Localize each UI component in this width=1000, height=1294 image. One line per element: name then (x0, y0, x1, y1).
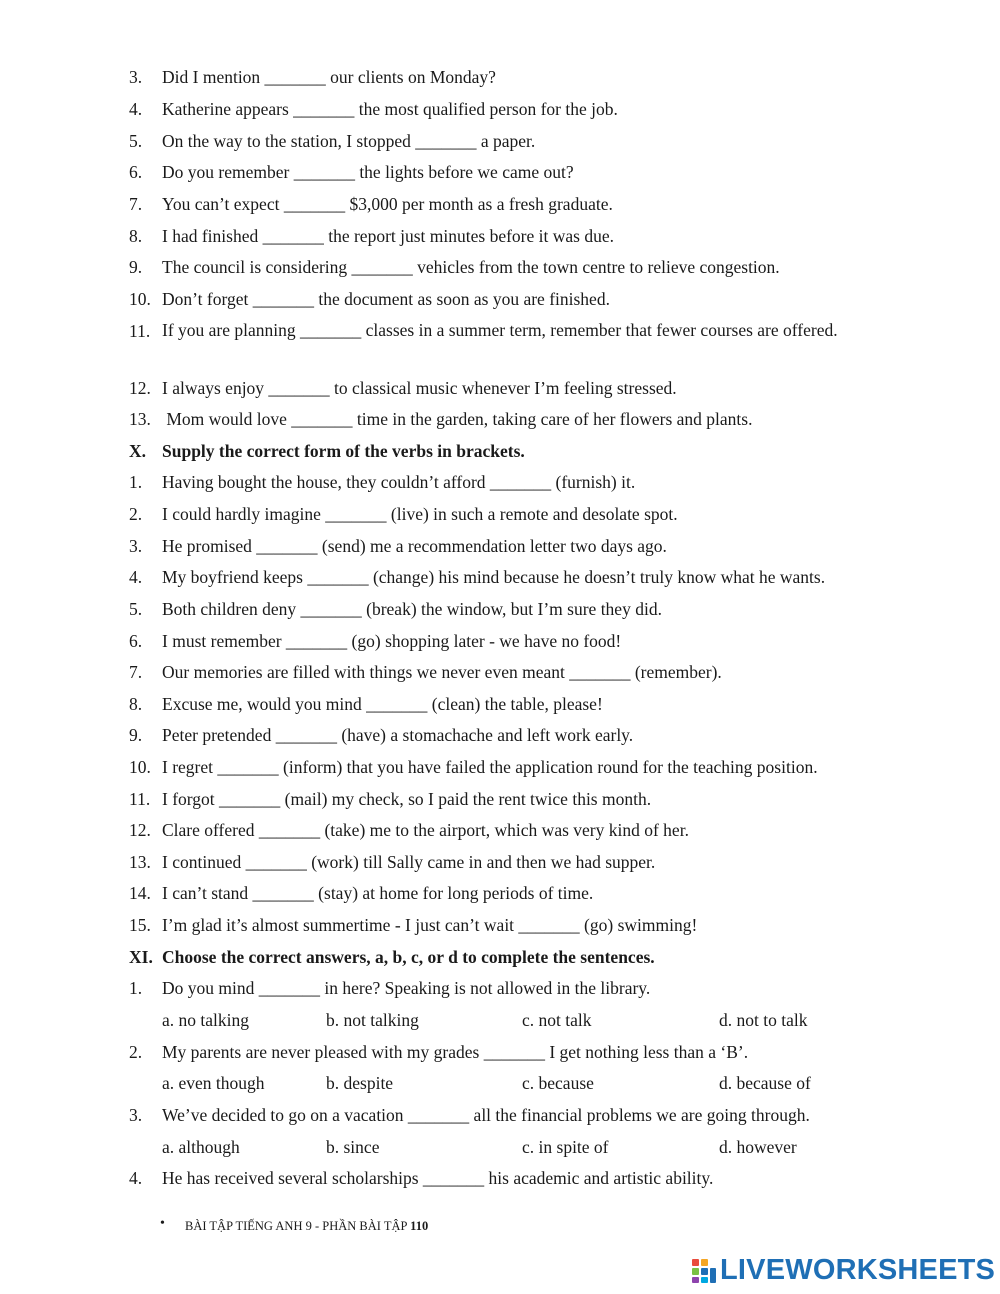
section-title: Choose the correct answers, a, b, c, or d to complete the sentences. (162, 947, 655, 967)
option-a: a. no talking (162, 1010, 249, 1030)
item-number: 3. (129, 67, 143, 87)
section-title: Supply the correct form of the verbs in brackets. (162, 441, 525, 461)
item-number: 8. (129, 694, 143, 714)
item-text: Excuse me, would you mind _______ (clean) the table, please! (162, 694, 603, 714)
section-number: XI. (129, 947, 153, 967)
item-text: Mom would love _______ time in the garden, taking care of her flowers and plants. (162, 409, 753, 429)
item-number: 2. (129, 1042, 143, 1062)
item-text: I regret _______ (inform) that you have failed the application round for the teaching position. (162, 757, 818, 777)
item-text: If you are planning _______ classes in a summer term, remember that fewer courses are offered. (162, 320, 838, 340)
liveworksheets-logo[interactable] (692, 1253, 996, 1287)
item-number: 9. (129, 725, 143, 745)
bullet-icon: • (160, 1216, 165, 1231)
option-b: b. since (326, 1137, 380, 1157)
option-a: a. even though (162, 1073, 265, 1093)
logo-grid-icon (692, 1259, 718, 1283)
item-text: On the way to the station, I stopped _______ a paper. (162, 131, 536, 151)
item-text: You can’t expect _______ $3,000 per month as a fresh graduate. (162, 194, 613, 214)
item-number: 6. (129, 162, 143, 182)
section-number: X. (129, 441, 147, 461)
option-c: c. not talk (522, 1010, 592, 1030)
item-number: 5. (129, 131, 143, 151)
item-text: Our memories are filled with things we never even meant _______ (remember). (162, 662, 722, 682)
item-number: 8. (129, 226, 143, 246)
item-text: He has received several scholarships _______ his academic and artistic ability. (162, 1168, 714, 1188)
footer-title: BÀI TẬP TIẾNG ANH 9 - PHẦN BÀI TẬP (185, 1219, 411, 1233)
option-c: c. because (522, 1073, 594, 1093)
item-number: 4. (129, 1168, 143, 1188)
item-text: I’m glad it’s almost summertime - I just can’t wait _______ (go) swimming! (162, 915, 698, 935)
option-b: b. not talking (326, 1010, 419, 1030)
option-d: d. because of (719, 1073, 811, 1093)
item-text: The council is considering _______ vehicles from the town centre to relieve congestion. (162, 257, 780, 277)
item-text: I had finished _______ the report just minutes before it was due. (162, 226, 614, 246)
item-number: 3. (129, 536, 143, 556)
item-text: I forgot _______ (mail) my check, so I paid the rent twice this month. (162, 789, 652, 809)
item-number: 6. (129, 631, 143, 651)
item-text: I must remember _______ (go) shopping later - we have no food! (162, 631, 622, 651)
item-text: I always enjoy _______ to classical music whenever I’m feeling stressed. (162, 378, 677, 398)
item-text: My parents are never pleased with my grades _______ I get nothing less than a ‘B’. (162, 1042, 749, 1062)
logo-text: LIVEWORKSHEETS (720, 1254, 996, 1286)
item-number: 13. (129, 852, 151, 872)
item-number: 15. (129, 915, 151, 935)
item-number: 14. (129, 883, 151, 903)
item-number: 1. (129, 472, 143, 492)
item-text: Do you mind _______ in here? Speaking is not allowed in the library. (162, 978, 651, 998)
item-text: Peter pretended _______ (have) a stomachache and left work early. (162, 725, 634, 745)
item-text: I could hardly imagine _______ (live) in such a remote and desolate spot. (162, 504, 678, 524)
item-text: Clare offered _______ (take) me to the airport, which was very kind of her. (162, 820, 689, 840)
item-text: Both children deny _______ (break) the window, but I’m sure they did. (162, 599, 662, 619)
option-c: c. in spite of (522, 1137, 609, 1157)
item-text: We’ve decided to go on a vacation _______ all the financial problems we are going through. (162, 1105, 810, 1125)
item-text: Did I mention _______ our clients on Monday? (162, 67, 496, 87)
item-number: 12. (129, 378, 151, 398)
item-text: Don’t forget _______ the document as soon as you are finished. (162, 289, 610, 309)
item-number: 10. (129, 289, 151, 309)
item-number: 13. (129, 409, 151, 429)
option-a: a. although (162, 1137, 240, 1157)
item-number: 3. (129, 1105, 143, 1125)
item-number: 1. (129, 978, 143, 998)
option-b: b. despite (326, 1073, 394, 1093)
item-text: My boyfriend keeps _______ (change) his mind because he doesn’t truly know what he wants. (162, 567, 826, 587)
option-d: d. however (719, 1137, 797, 1157)
item-text: Do you remember _______ the lights before we came out? (162, 162, 574, 182)
item-text: Having bought the house, they couldn’t afford _______ (furnish) it. (162, 472, 636, 492)
page-number: 110 (410, 1219, 429, 1233)
list-item (129, 320, 874, 368)
item-text: I can’t stand _______ (stay) at home for long periods of time. (162, 883, 594, 903)
item-number: 7. (129, 194, 143, 214)
option-d: d. not to talk (719, 1010, 808, 1030)
item-number: 12. (129, 820, 151, 840)
item-text: I continued _______ (work) till Sally came in and then we had supper. (162, 852, 656, 872)
item-number: 10. (129, 757, 151, 777)
item-number: 2. (129, 504, 143, 524)
item-number: 11. (129, 321, 151, 341)
item-number: 9. (129, 257, 143, 277)
item-number: 5. (129, 599, 143, 619)
item-number: 11. (129, 789, 151, 809)
item-text: He promised _______ (send) me a recommendation letter two days ago. (162, 536, 667, 556)
footer-text (185, 1218, 428, 1234)
item-number: 7. (129, 662, 143, 682)
item-text: Katherine appears _______ the most qualified person for the job. (162, 99, 618, 119)
item-number: 4. (129, 99, 143, 119)
item-number: 4. (129, 567, 143, 587)
